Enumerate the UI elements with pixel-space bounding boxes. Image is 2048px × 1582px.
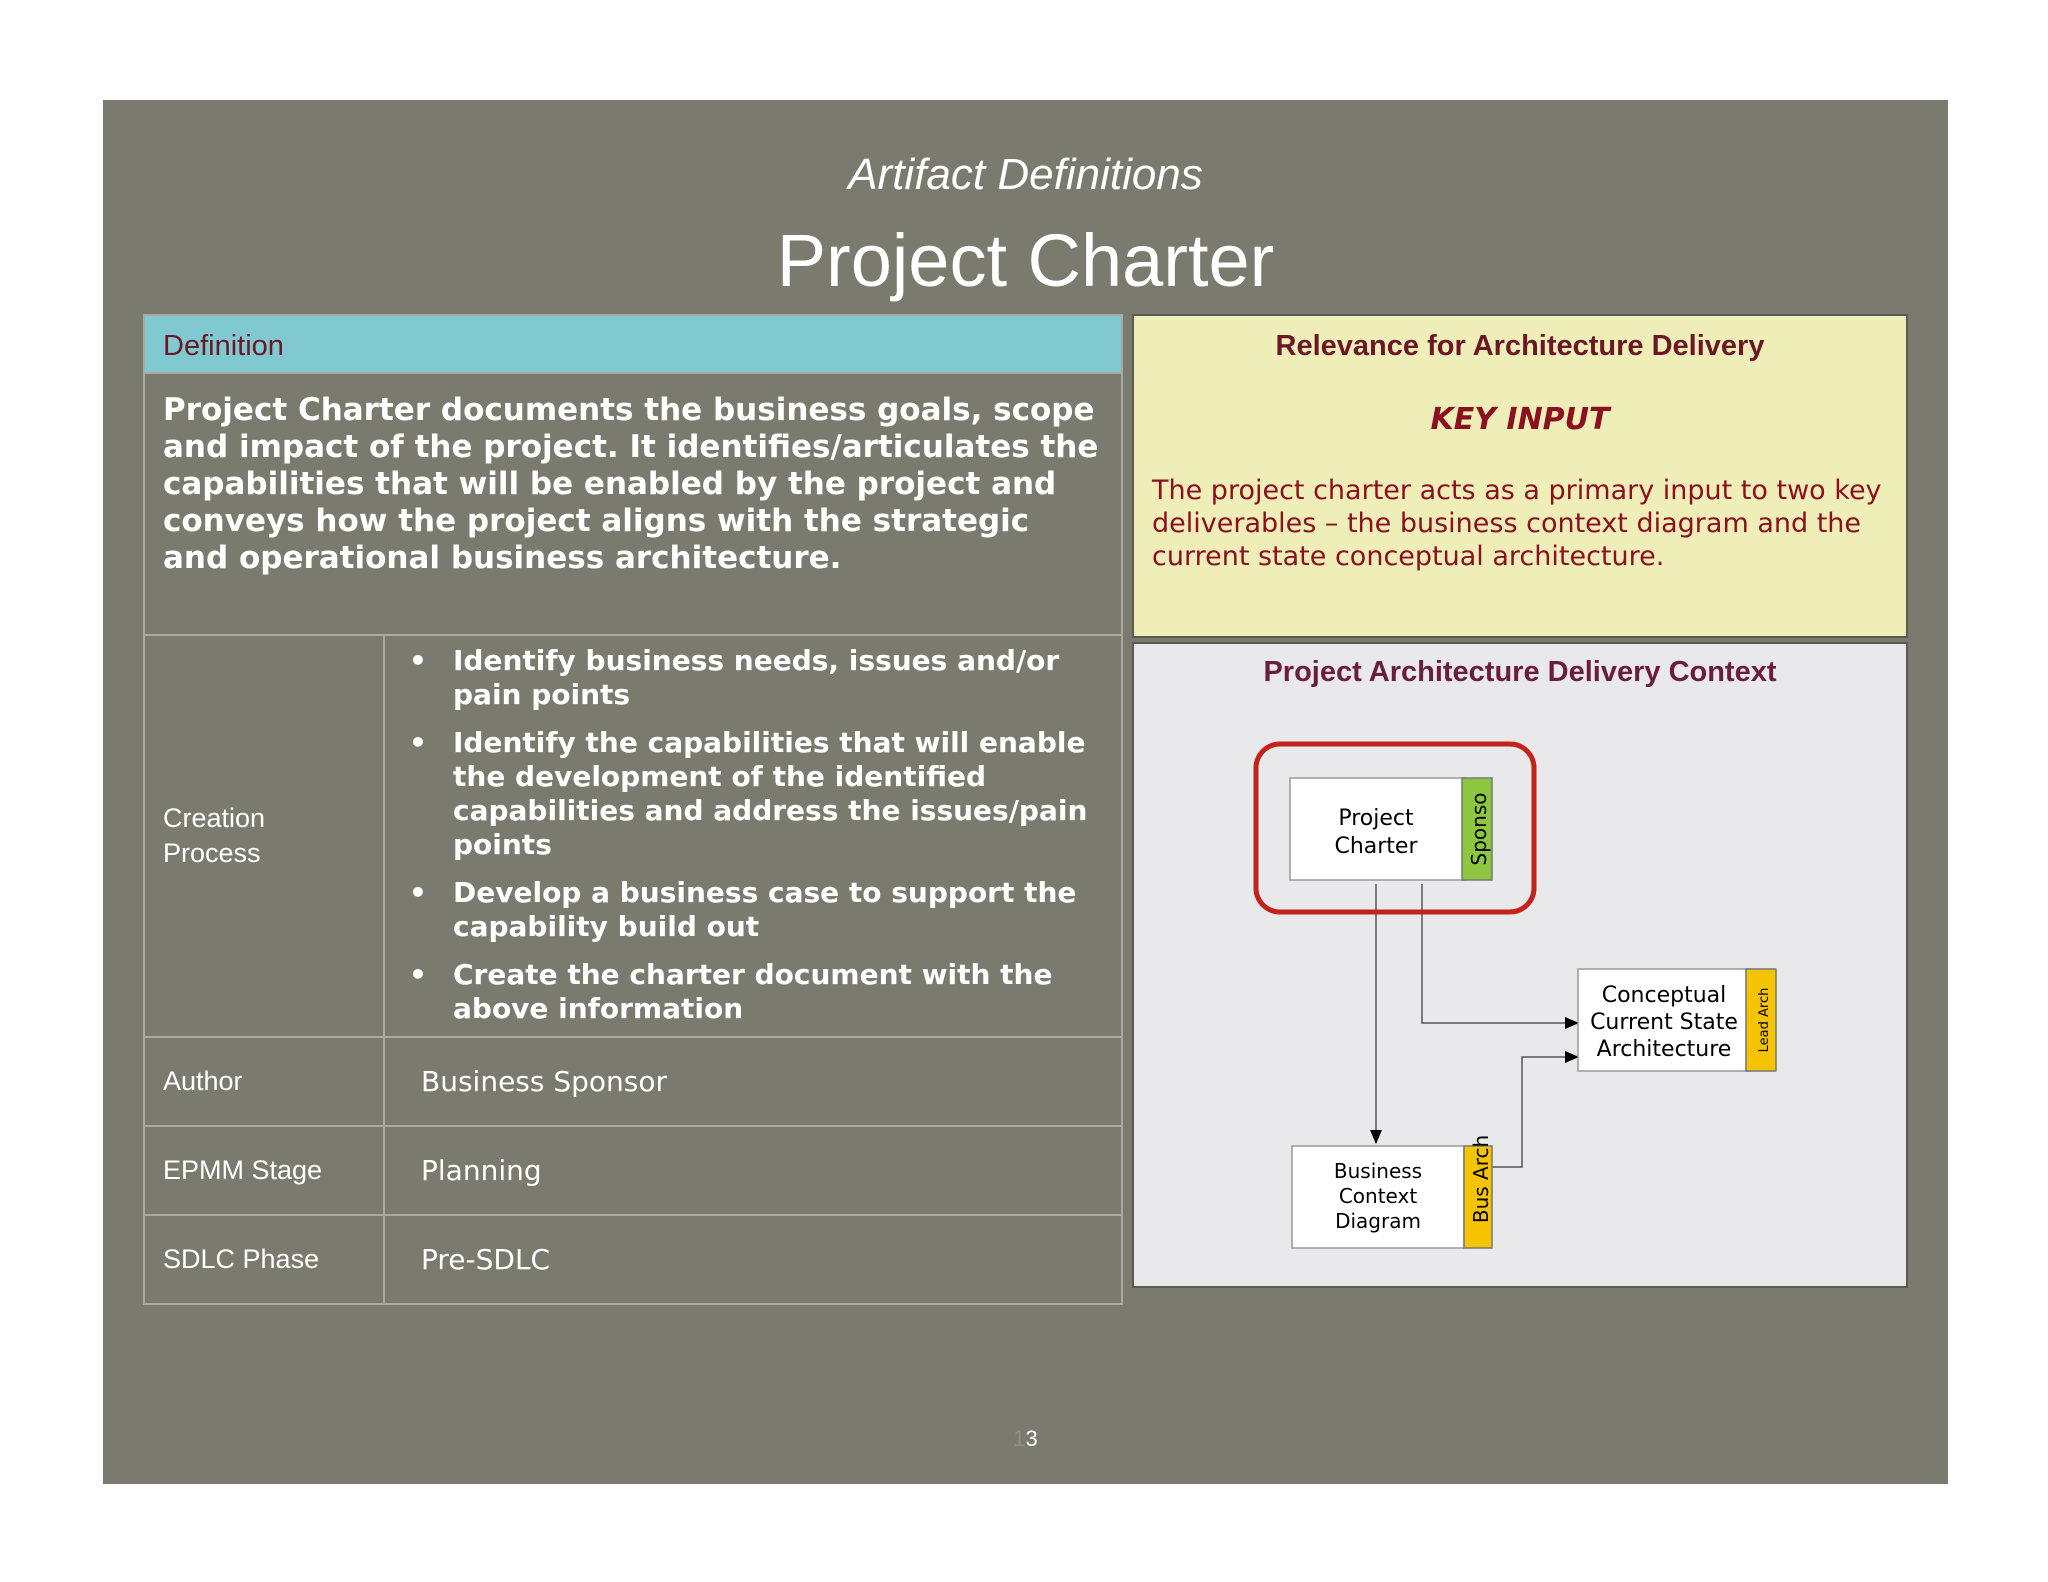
list-item: • Identify business needs, issues and/or pain points (409, 644, 1060, 711)
svg-text:Context: Context (1338, 1184, 1418, 1208)
slide-subtitle: Artifact Definitions (848, 150, 1203, 199)
author-label: Author (145, 1038, 385, 1125)
creation-process-label: Creation Process (145, 636, 385, 1036)
definition-text: Project Charter documents the business goals, scope and impact of the project. It identifies/articulates the capabilities that will be enabled by the project and conveys how the project aligns with the strategic and operational business architecture. (143, 374, 1123, 636)
creation-process-list (403, 644, 1123, 1040)
sdlc-phase-row (143, 1216, 1123, 1305)
svg-text:Diagram: Diagram (1335, 1209, 1421, 1233)
definition-header: Definition (143, 314, 1123, 374)
epmm-stage-value: Planning (421, 1154, 542, 1187)
connector-business-to-conceptual (1492, 1057, 1578, 1167)
svg-text:Architecture: Architecture (1596, 1037, 1732, 1062)
sdlc-phase-label: SDLC Phase (145, 1216, 385, 1303)
svg-text:Current State: Current State (1590, 1010, 1738, 1035)
svg-text:Bus Arch: Bus Arch (1469, 1134, 1493, 1224)
svg-text:Charter: Charter (1334, 834, 1418, 859)
epmm-stage-row (143, 1127, 1123, 1216)
conceptual-architecture-node (1578, 969, 1776, 1071)
svg-text:Sponso: Sponso (1467, 792, 1491, 866)
relevance-text: The project charter acts as a primary input to two key deliverables – the business context diagram and the current state conceptual architecture. (1152, 475, 1882, 572)
slide-title: Project Charter (776, 219, 1275, 302)
page-number: 13 (1013, 1426, 1038, 1451)
svg-text:Conceptual: Conceptual (1601, 983, 1727, 1008)
key-input-label: KEY INPUT (1430, 402, 1610, 437)
relevance-panel (1132, 314, 1908, 638)
business-context-node (1292, 1135, 1493, 1248)
connector-charter-to-conceptual (1422, 884, 1578, 1023)
context-diagram (1134, 644, 1910, 1290)
epmm-stage-label: EPMM Stage (145, 1127, 385, 1214)
creation-process-row (143, 636, 1123, 1038)
author-row (143, 1038, 1123, 1127)
list-item: • Identify the capabilities that will enable the development of the identified capabilities and address the issues/pain points (409, 726, 1088, 861)
author-value: Business Sponsor (421, 1065, 668, 1098)
slide (103, 100, 1948, 1484)
list-item: • Develop a business case to support the capability build out (409, 876, 1077, 943)
svg-text:Lead Arch: Lead Arch (1757, 987, 1772, 1053)
svg-text:Project: Project (1338, 806, 1414, 831)
project-charter-node (1290, 778, 1492, 880)
svg-text:Business: Business (1333, 1159, 1423, 1183)
list-item: • Create the charter document with the above information (409, 958, 1053, 1025)
delivery-context-panel (1132, 642, 1908, 1288)
sdlc-phase-value: Pre-SDLC (421, 1243, 551, 1276)
delivery-context-title: Project Architecture Delivery Context (1263, 656, 1777, 688)
relevance-title: Relevance for Architecture Delivery (1275, 330, 1765, 362)
